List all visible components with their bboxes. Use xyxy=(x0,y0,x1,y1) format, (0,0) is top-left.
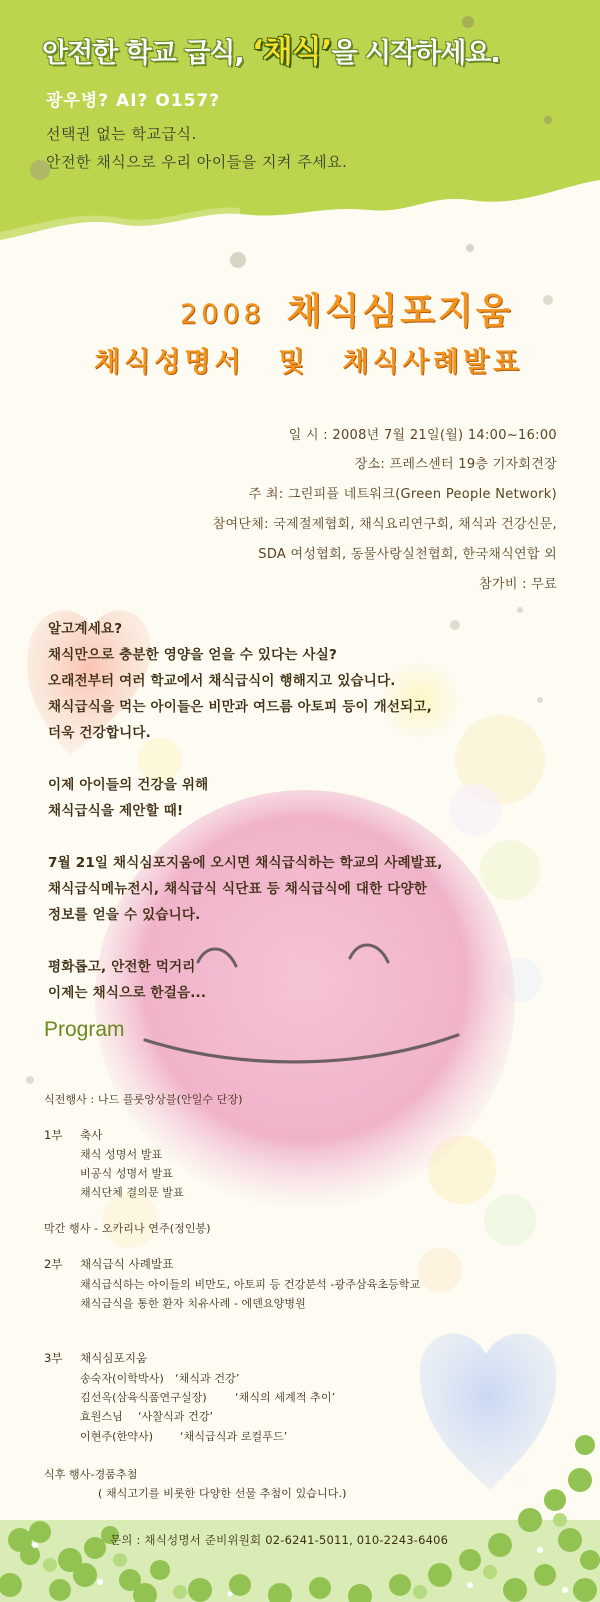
intro-line: 안전한 채식으로 우리 아이들을 지켜 주세요. xyxy=(46,153,348,171)
program-speaker: 김선옥(삼육식품연구실장) xyxy=(80,1391,207,1404)
program-part2-title: 채식급식 사례발표 xyxy=(80,1257,174,1271)
info-datetime: 일 시 : 2008년 7월 21일(월) 14:00~16:00 xyxy=(288,428,557,443)
headline-pre: 안전한 학교 급식, xyxy=(42,38,253,69)
event-subtitle xyxy=(94,340,523,379)
event-year: 2008 xyxy=(180,299,265,330)
program-speaker: 효원스님 xyxy=(80,1410,123,1423)
text-line: 이제 아이들의 건강을 위해 xyxy=(48,777,209,793)
program-speaker: 송숙자(이학박사) xyxy=(80,1372,164,1385)
program-topic: ‘채식과 건강’ xyxy=(175,1372,240,1385)
event-main-title: 채식심포지움 xyxy=(286,291,514,332)
paragraph-symposium xyxy=(48,850,443,928)
info-host: 주 최: 그린피플 네트워크(Green People Network) xyxy=(248,487,557,502)
text-line: 7월 21일 채식심포지움에 오시면 채식급식하는 학교의 사례발표, xyxy=(48,855,443,871)
program-item: 채식 성명서 발표 xyxy=(80,1148,163,1161)
text-line: 평화롭고, 안전한 먹거리 xyxy=(48,959,196,975)
text-line: 오래전부터 여러 학교에서 채식급식이 행해지고 있습니다. xyxy=(48,673,396,689)
subtitle-mid: 및 xyxy=(278,347,309,378)
blue-heart xyxy=(420,1333,556,1490)
program-part1-num: 1부 xyxy=(44,1128,63,1142)
subtitle-right: 채식사례발표 xyxy=(342,347,524,378)
text-line: 더욱 건강합니다. xyxy=(48,725,151,741)
program-part3-num: 3부 xyxy=(44,1351,63,1365)
program-title: Program xyxy=(44,1018,125,1041)
program-speaker: 이현주(한약사) xyxy=(80,1430,154,1443)
event-title xyxy=(180,283,513,334)
program-part2-num: 2부 xyxy=(44,1257,63,1271)
info-participants: 참여단체: 국제절제협회, 채식요리연구회, 채식과 건강신문, xyxy=(212,517,557,532)
text-line: 알고계세요? xyxy=(48,621,123,637)
program-topic: ‘사찰식과 건강’ xyxy=(138,1410,214,1423)
program-post-event: 식후 행사-경품추첨 xyxy=(44,1468,138,1481)
program-intermission: 막간 행사 - 오카리나 연주(정인봉) xyxy=(44,1222,211,1235)
text-line: 이제는 채식으로 한걸음... xyxy=(48,985,207,1001)
program-item: 비공식 성명서 발표 xyxy=(80,1167,174,1180)
program-part3-title: 채식심포지움 xyxy=(80,1351,148,1365)
program-part1-title: 축사 xyxy=(80,1128,103,1142)
info-participants-cont: SDA 여성협회, 동물사랑실천협회, 한국채식연합 외 xyxy=(258,547,557,562)
program-item: 채식급식을 통한 환자 치유사례 - 에덴요양병원 xyxy=(80,1297,306,1310)
program-item: 채식단체 결의문 발표 xyxy=(80,1186,184,1199)
info-venue: 장소: 프레스센터 19층 기자회견장 xyxy=(354,457,557,472)
contact-footer: 문의 : 채식성명서 준비위원회 02-6241-5011, 010-2243-6406 xyxy=(110,1533,449,1547)
paragraph-intro xyxy=(48,616,432,746)
text-line: 정보를 얻을 수 있습니다. xyxy=(48,907,201,923)
headline xyxy=(42,26,500,71)
paragraph-closing xyxy=(48,954,206,1006)
program-topic: ‘채식급식과 로컬푸드’ xyxy=(180,1430,288,1443)
headline-highlight: ‘채식’ xyxy=(252,34,332,70)
program-pre-event: 식전행사 : 나드 플룻앙상블(안일수 단장) xyxy=(44,1093,243,1106)
text-line: 채식급식을 먹는 아이들은 비만과 여드름 아토피 등이 개선되고, xyxy=(48,699,432,715)
headline-post: 을 시작하세요. xyxy=(331,38,500,69)
info-fee: 참가비 : 무료 xyxy=(479,577,557,592)
intro-line: 선택권 없는 학교급식. xyxy=(46,125,197,143)
text-line: 채식만으로 충분한 영양을 얻을 수 있다는 사실? xyxy=(48,647,338,663)
program-topic: ‘채식의 세계적 추이’ xyxy=(235,1391,336,1404)
paragraph-proposal xyxy=(48,772,208,824)
program-post-note: ( 채식고기를 비롯한 다양한 선물 추첨이 있습니다.) xyxy=(98,1487,347,1500)
text-line: 채식급식메뉴전시, 채식급식 식단표 등 채식급식에 대한 다양한 xyxy=(48,881,427,897)
subtitle-left: 채식성명서 xyxy=(94,347,245,378)
text-line: 채식급식을 제안할 때! xyxy=(48,803,184,819)
intro-question: 광우병? AI? O157? xyxy=(46,91,221,111)
program-item: 채식급식하는 아이들의 비만도, 아토피 등 건강분석 -광주삼육초등학교 xyxy=(80,1278,421,1291)
